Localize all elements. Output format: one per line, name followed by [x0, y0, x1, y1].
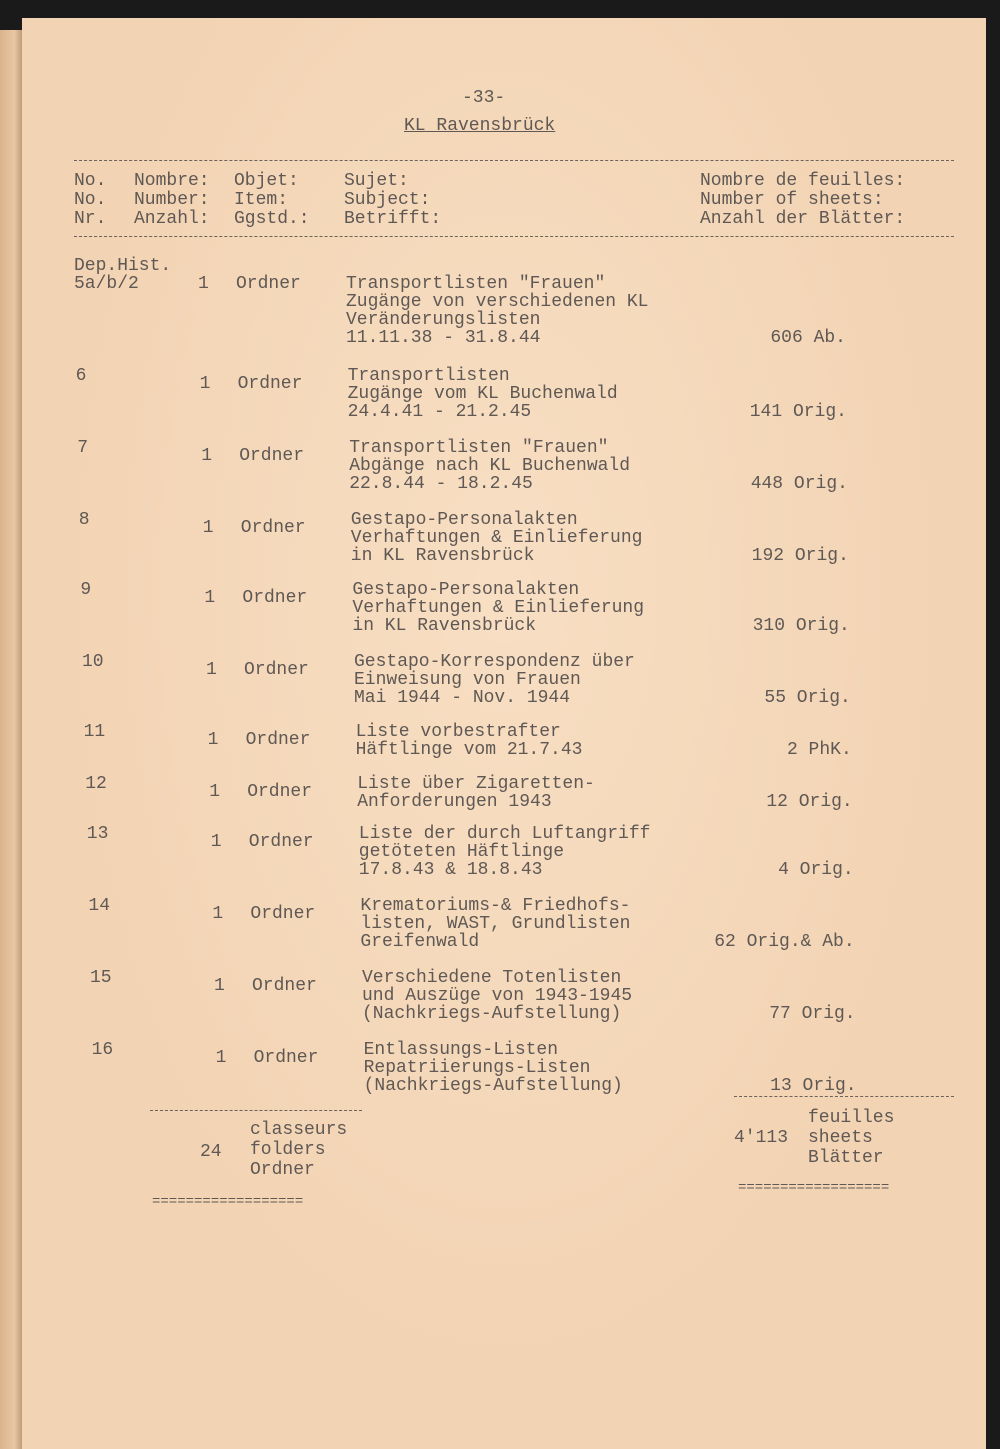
entry-subject-line: in KL Ravensbrück — [350, 546, 535, 566]
entry-item: Ordner — [247, 782, 312, 802]
entry-subject-line: Liste über Zigaretten- — [357, 774, 595, 794]
entry-number: 9 — [80, 580, 92, 600]
entry-subject-line: 24.4.41 - 21.2.45 — [347, 402, 532, 422]
entry-sheets: 13 Orig. — [770, 1076, 857, 1096]
header-bottom-rule — [74, 236, 954, 237]
entry-count: 1 — [202, 518, 214, 538]
totals-left-rule — [150, 1110, 362, 1111]
entry-item: Ordner — [239, 446, 304, 466]
entry-subject-line: Verhaftungen & Einlieferung — [350, 528, 643, 548]
entry-sheets: 310 Orig. — [752, 616, 850, 636]
entry-count: 1 — [207, 730, 219, 750]
entry-subject-line: (Nachkriegs-Aufstellung) — [363, 1076, 623, 1096]
page-number: -33- — [462, 88, 506, 108]
entry-count: 1 — [199, 374, 211, 394]
entry-item: Ordner — [253, 1048, 319, 1068]
entry-subject-line: (Nachkriegs-Aufstellung) — [362, 1004, 622, 1024]
entry-item: Ordner — [248, 832, 314, 852]
entry-number: 13 — [86, 824, 109, 844]
entry-subject-line: Mai 1944 - Nov. 1944 — [354, 688, 571, 708]
entry-item: Ordner — [240, 518, 306, 538]
entry-count: 1 — [206, 660, 217, 680]
entry-item: Ordner — [236, 274, 301, 294]
entry-number: 11 — [83, 722, 106, 742]
entry-count: 1 — [204, 588, 216, 608]
entry-subject-line: Zugänge vom KL Buchenwald — [347, 384, 618, 404]
total-folders-units: classeurs folders Ordner — [250, 1120, 348, 1180]
document-page — [22, 18, 986, 1449]
entry-number: 8 — [78, 510, 90, 530]
entry-number: 7 — [77, 438, 88, 458]
entry-number: 6 — [75, 366, 87, 386]
entry-subject-line: Anforderungen 1943 — [357, 792, 552, 812]
header-top-rule — [74, 160, 954, 161]
entry-subject-line: Gestapo-Personalakten — [352, 580, 580, 600]
entry-subject-line: Greifenwald — [360, 932, 480, 952]
entry-sheets: 448 Orig. — [750, 474, 848, 494]
entry-subject-line: listen, WAST, Grundlisten — [360, 914, 631, 934]
entry-subject-line: in KL Ravensbrück — [352, 616, 537, 636]
header-no: No. No. Nr. — [74, 171, 107, 229]
entry-count: 1 — [212, 904, 224, 924]
entry-number: 16 — [91, 1040, 114, 1060]
left-page-edge — [0, 30, 24, 1449]
entry-item: Ordner — [252, 976, 317, 996]
header-feuilles: Nombre de feuilles: Number of sheets: Anzahl der Blätter: — [700, 171, 906, 229]
entry-subject-line: getöteten Häftlinge — [358, 842, 565, 862]
entry-subject-line: Transportlisten "Frauen" — [346, 274, 606, 294]
total-sheets-count: 4'113 — [734, 1128, 789, 1148]
entry-subject-line: Zugänge von verschiedenen KL — [346, 292, 649, 312]
entry-subject-line: Verschiedene Totenlisten — [362, 968, 622, 988]
entry-sheets: 77 Orig. — [769, 1004, 856, 1024]
entry-sheets: 62 Orig.& Ab. — [714, 932, 855, 952]
entry-subject-line: Verhaftungen & Einlieferung — [352, 598, 645, 618]
entry-subject-line: Veränderungslisten — [346, 310, 541, 330]
entry-subject-line: 17.8.43 & 18.8.43 — [358, 860, 543, 880]
entry-subject-line: Gestapo-Personalakten — [350, 510, 578, 530]
entry-count: 1 — [214, 976, 225, 996]
header-sujet: Sujet: Subject: Betrifft: — [344, 171, 442, 229]
entry-count: 1 — [201, 446, 212, 466]
header-nombre: Nombre: Number: Anzahl: — [134, 171, 210, 229]
entry-subject-line: Liste vorbestrafter — [355, 722, 561, 742]
totals-left-double-rule: ================== — [152, 1194, 304, 1210]
entry-count: 1 — [210, 832, 222, 852]
entry-subject-line: Repatriierungs-Listen — [363, 1058, 591, 1078]
entry-number: 15 — [90, 968, 112, 988]
entry-number: 14 — [88, 896, 110, 916]
entry-subject-line: Transportlisten "Frauen" — [349, 438, 609, 458]
entry-count: 1 — [215, 1048, 227, 1068]
entry-sheets: 192 Orig. — [751, 546, 849, 566]
entry-subject-line: Entlassungs-Listen — [363, 1040, 559, 1060]
page-title: KL Ravensbrück — [404, 116, 556, 136]
entry-item: Ordner — [242, 588, 308, 608]
entry-sheets: 4 Orig. — [778, 860, 854, 880]
total-sheets-units: feuilles sheets Blätter — [808, 1108, 895, 1168]
entry-item: Ordner — [250, 904, 316, 924]
entry-sheets: 606 Ab. — [770, 328, 846, 348]
entry-item: Ordner — [244, 660, 309, 680]
dep-hist-label: Dep.Hist. — [74, 256, 172, 276]
entry-subject-line: 11.11.38 - 31.8.44 — [346, 328, 541, 348]
total-folders-count: 24 — [200, 1142, 222, 1162]
entry-sheets: 55 Orig. — [764, 688, 851, 708]
entry-subject-line: Häftlinge vom 21.7.43 — [355, 740, 583, 760]
entry-subject-line: Transportlisten — [347, 366, 510, 386]
entry-number: 5a/b/2 — [74, 274, 139, 294]
entry-count: 1 — [198, 274, 209, 294]
totals-right-double-rule: ================== — [738, 1180, 890, 1196]
entry-subject-line: Liste der durch Luftangriff — [358, 824, 651, 844]
entry-subject-line: Gestapo-Korrespondenz über — [354, 652, 635, 672]
entry-sheets: 141 Orig. — [749, 402, 847, 422]
entry-subject-line: und Auszüge von 1943-1945 — [362, 986, 633, 1006]
entry-count: 1 — [209, 782, 220, 802]
entry-sheets: 12 Orig. — [766, 792, 853, 812]
entry-item: Ordner — [237, 374, 303, 394]
entry-number: 12 — [85, 774, 107, 794]
entry-subject-line: Einweisung von Frauen — [354, 670, 581, 690]
entry-number: 10 — [82, 652, 104, 672]
entry-subject-line: 22.8.44 - 18.2.45 — [349, 474, 533, 494]
entry-item: Ordner — [245, 730, 311, 750]
entry-subject-line: Krematoriums-& Friedhofs- — [360, 896, 631, 916]
entry-sheets: 2 PhK. — [786, 740, 852, 760]
header-objet: Objet: Item: Ggstd.: — [234, 171, 310, 229]
entry-subject-line: Abgänge nach KL Buchenwald — [349, 456, 631, 476]
totals-right-rule — [734, 1096, 954, 1097]
